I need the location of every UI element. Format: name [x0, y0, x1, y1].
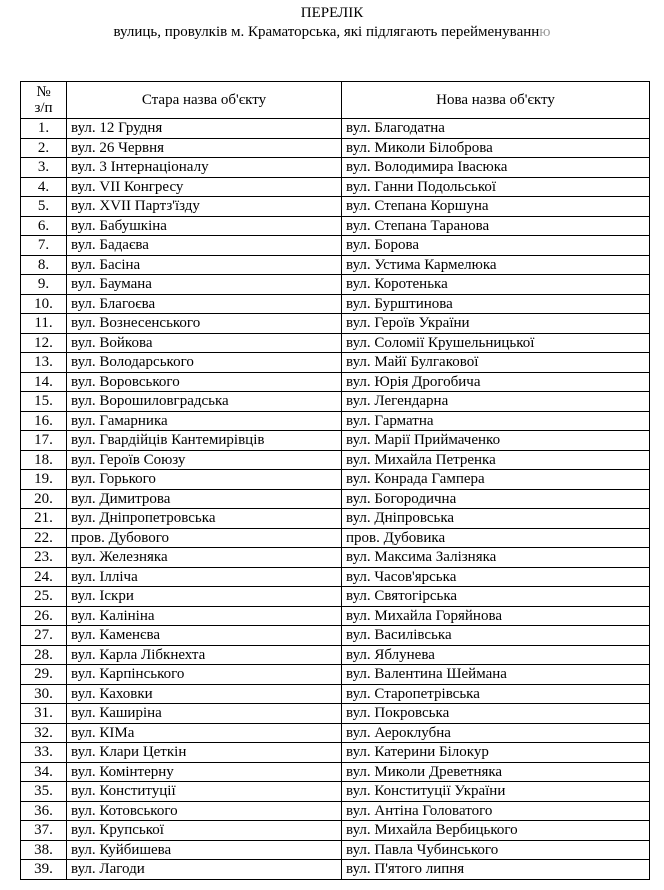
table-row [21, 158, 650, 178]
new-street-name: вул. Героїв України [342, 314, 650, 334]
new-street-name: вул. Миколи Білоброва [342, 138, 650, 158]
new-street-name: вул. Легендарна [342, 392, 650, 412]
table-row [21, 704, 650, 724]
header-number-line1: № [36, 84, 51, 100]
table-row [21, 216, 650, 236]
table-row [21, 138, 650, 158]
table-row [21, 821, 650, 841]
header-number [21, 82, 67, 119]
row-number: 22. [21, 528, 67, 548]
row-number: 23. [21, 548, 67, 568]
row-number: 33. [21, 743, 67, 763]
row-number: 5. [21, 197, 67, 217]
table-row [21, 392, 650, 412]
table-row [21, 528, 650, 548]
old-street-name: вул. Каширіна [67, 704, 342, 724]
old-street-name: вул. КІМа [67, 723, 342, 743]
table-row [21, 645, 650, 665]
row-number: 8. [21, 255, 67, 275]
new-street-name: вул. Конституції України [342, 782, 650, 802]
old-street-name: вул. 26 Червня [67, 138, 342, 158]
old-street-name: вул. Воровського [67, 372, 342, 392]
table-row [21, 333, 650, 353]
table-row [21, 470, 650, 490]
row-number: 18. [21, 450, 67, 470]
old-street-name: вул. Крупської [67, 821, 342, 841]
new-street-name: вул. Бурштинова [342, 294, 650, 314]
new-street-name: вул. Аероклубна [342, 723, 650, 743]
row-number: 9. [21, 275, 67, 295]
table-row [21, 587, 650, 607]
row-number: 32. [21, 723, 67, 743]
table-row [21, 743, 650, 763]
table-row [21, 567, 650, 587]
table-row [21, 119, 650, 139]
table-row [21, 509, 650, 529]
table-row [21, 411, 650, 431]
old-street-name: вул. Каменєва [67, 626, 342, 646]
old-street-name: вул. 12 Грудня [67, 119, 342, 139]
new-street-name: вул. Василівська [342, 626, 650, 646]
new-street-name: вул. Михайла Вербицького [342, 821, 650, 841]
old-street-name: вул. Лагоди [67, 860, 342, 880]
old-street-name: вул. Клари Цеткін [67, 743, 342, 763]
new-street-name: вул. Степана Таранова [342, 216, 650, 236]
new-street-name: вул. Миколи Древетняка [342, 762, 650, 782]
subtitle-faded-letter: ю [539, 24, 551, 40]
table-row [21, 723, 650, 743]
row-number: 34. [21, 762, 67, 782]
row-number: 12. [21, 333, 67, 353]
new-street-name: вул. Михайла Горяйнова [342, 606, 650, 626]
old-street-name: вул. Димитрова [67, 489, 342, 509]
new-street-name: вул. Богородична [342, 489, 650, 509]
new-street-name: вул. Конрада Гампера [342, 470, 650, 490]
old-street-name: вул. Карпінського [67, 665, 342, 685]
table-row [21, 801, 650, 821]
old-street-name: вул. Гамарника [67, 411, 342, 431]
document-title: ПЕРЕЛІК [300, 5, 364, 21]
new-street-name: вул. Антіна Головатого [342, 801, 650, 821]
row-number: 19. [21, 470, 67, 490]
table-row [21, 236, 650, 256]
table-row [21, 275, 650, 295]
table-row [21, 197, 650, 217]
row-number: 2. [21, 138, 67, 158]
table-row [21, 177, 650, 197]
table-row [21, 450, 650, 470]
renaming-table [20, 81, 650, 880]
table-row [21, 548, 650, 568]
table-row [21, 255, 650, 275]
old-street-name: вул. Іскри [67, 587, 342, 607]
old-street-name: вул. Карла Лібкнехта [67, 645, 342, 665]
old-street-name: вул. VII Конгресу [67, 177, 342, 197]
row-number: 37. [21, 821, 67, 841]
old-street-name: вул. Володарського [67, 353, 342, 373]
old-street-name: вул. Горького [67, 470, 342, 490]
header-number-line2: з/п [34, 100, 53, 116]
new-street-name: вул. Борова [342, 236, 650, 256]
row-number: 14. [21, 372, 67, 392]
row-number: 3. [21, 158, 67, 178]
document-subtitle [0, 23, 664, 41]
new-street-name: вул. Благодатна [342, 119, 650, 139]
row-number: 4. [21, 177, 67, 197]
new-street-name: вул. Марії Приймаченко [342, 431, 650, 451]
old-street-name: вул. Бабушкіна [67, 216, 342, 236]
table-row [21, 294, 650, 314]
row-number: 28. [21, 645, 67, 665]
table-header-row [21, 82, 650, 119]
row-number: 29. [21, 665, 67, 685]
new-street-name: вул. Соломії Крушельницької [342, 333, 650, 353]
new-street-name: вул. Павла Чубинського [342, 840, 650, 860]
new-street-name: вул. Катерини Білокур [342, 743, 650, 763]
new-street-name: вул. Старопетрівська [342, 684, 650, 704]
row-number: 35. [21, 782, 67, 802]
header-new-name: Нова назва об'єкту [342, 82, 650, 119]
new-street-name: вул. Яблунева [342, 645, 650, 665]
table-row [21, 372, 650, 392]
new-street-name: вул. Святогірська [342, 587, 650, 607]
new-street-name: вул. Володимира Івасюка [342, 158, 650, 178]
table-row [21, 431, 650, 451]
old-street-name: вул. Баумана [67, 275, 342, 295]
old-street-name: вул. Дніпропетровська [67, 509, 342, 529]
new-street-name: вул. Юрія Дрогобича [342, 372, 650, 392]
old-street-name: вул. Войкова [67, 333, 342, 353]
new-street-name: вул. П'ятого липня [342, 860, 650, 880]
old-street-name: вул. Ворошиловградська [67, 392, 342, 412]
old-street-name: вул. Героїв Союзу [67, 450, 342, 470]
old-street-name: вул. Благоєва [67, 294, 342, 314]
table-row [21, 665, 650, 685]
table-row [21, 606, 650, 626]
new-street-name: вул. Покровська [342, 704, 650, 724]
row-number: 21. [21, 509, 67, 529]
row-number: 20. [21, 489, 67, 509]
row-number: 15. [21, 392, 67, 412]
new-street-name: вул. Коротенька [342, 275, 650, 295]
row-number: 25. [21, 587, 67, 607]
old-street-name: вул. Вознесенського [67, 314, 342, 334]
old-street-name: вул. Басіна [67, 255, 342, 275]
old-street-name: вул. Конституції [67, 782, 342, 802]
old-street-name: вул. Комінтерну [67, 762, 342, 782]
new-street-name: вул. Гарматна [342, 411, 650, 431]
row-number: 26. [21, 606, 67, 626]
row-number: 7. [21, 236, 67, 256]
row-number: 6. [21, 216, 67, 236]
old-street-name: вул. Котовського [67, 801, 342, 821]
row-number: 17. [21, 431, 67, 451]
old-street-name: вул. Ілліча [67, 567, 342, 587]
row-number: 38. [21, 840, 67, 860]
table-row [21, 684, 650, 704]
row-number: 1. [21, 119, 67, 139]
row-number: 39. [21, 860, 67, 880]
new-street-name: вул. Часов'ярська [342, 567, 650, 587]
old-street-name: вул. XVII Партз'їзду [67, 197, 342, 217]
new-street-name: вул. Устима Кармелюка [342, 255, 650, 275]
row-number: 16. [21, 411, 67, 431]
table-row [21, 762, 650, 782]
old-street-name: пров. Дубового [67, 528, 342, 548]
table-row [21, 626, 650, 646]
old-street-name: вул. Гвардійців Кантемирівців [67, 431, 342, 451]
header-old-name: Стара назва об'єкту [67, 82, 342, 119]
new-street-name: вул. Степана Коршуна [342, 197, 650, 217]
table-row [21, 782, 650, 802]
new-street-name: вул. Ганни Подольської [342, 177, 650, 197]
old-street-name: вул. 3 Інтернаціоналу [67, 158, 342, 178]
new-street-name: вул. Валентина Шеймана [342, 665, 650, 685]
row-number: 36. [21, 801, 67, 821]
row-number: 13. [21, 353, 67, 373]
old-street-name: вул. Бадаєва [67, 236, 342, 256]
new-street-name: вул. Михайла Петренка [342, 450, 650, 470]
row-number: 11. [21, 314, 67, 334]
row-number: 31. [21, 704, 67, 724]
table-row [21, 353, 650, 373]
row-number: 30. [21, 684, 67, 704]
table-row [21, 860, 650, 880]
table-row [21, 489, 650, 509]
table-row [21, 314, 650, 334]
subtitle-text: вулиць, провулків м. Краматорська, які підлягають перейменуванн [113, 24, 540, 40]
old-street-name: вул. Калініна [67, 606, 342, 626]
new-street-name: вул. Дніпровська [342, 509, 650, 529]
new-street-name: вул. Майї Булгакової [342, 353, 650, 373]
table-row [21, 840, 650, 860]
row-number: 10. [21, 294, 67, 314]
new-street-name: пров. Дубовика [342, 528, 650, 548]
row-number: 27. [21, 626, 67, 646]
old-street-name: вул. Железняка [67, 548, 342, 568]
old-street-name: вул. Куйбишева [67, 840, 342, 860]
row-number: 24. [21, 567, 67, 587]
old-street-name: вул. Каховки [67, 684, 342, 704]
new-street-name: вул. Максима Залізняка [342, 548, 650, 568]
